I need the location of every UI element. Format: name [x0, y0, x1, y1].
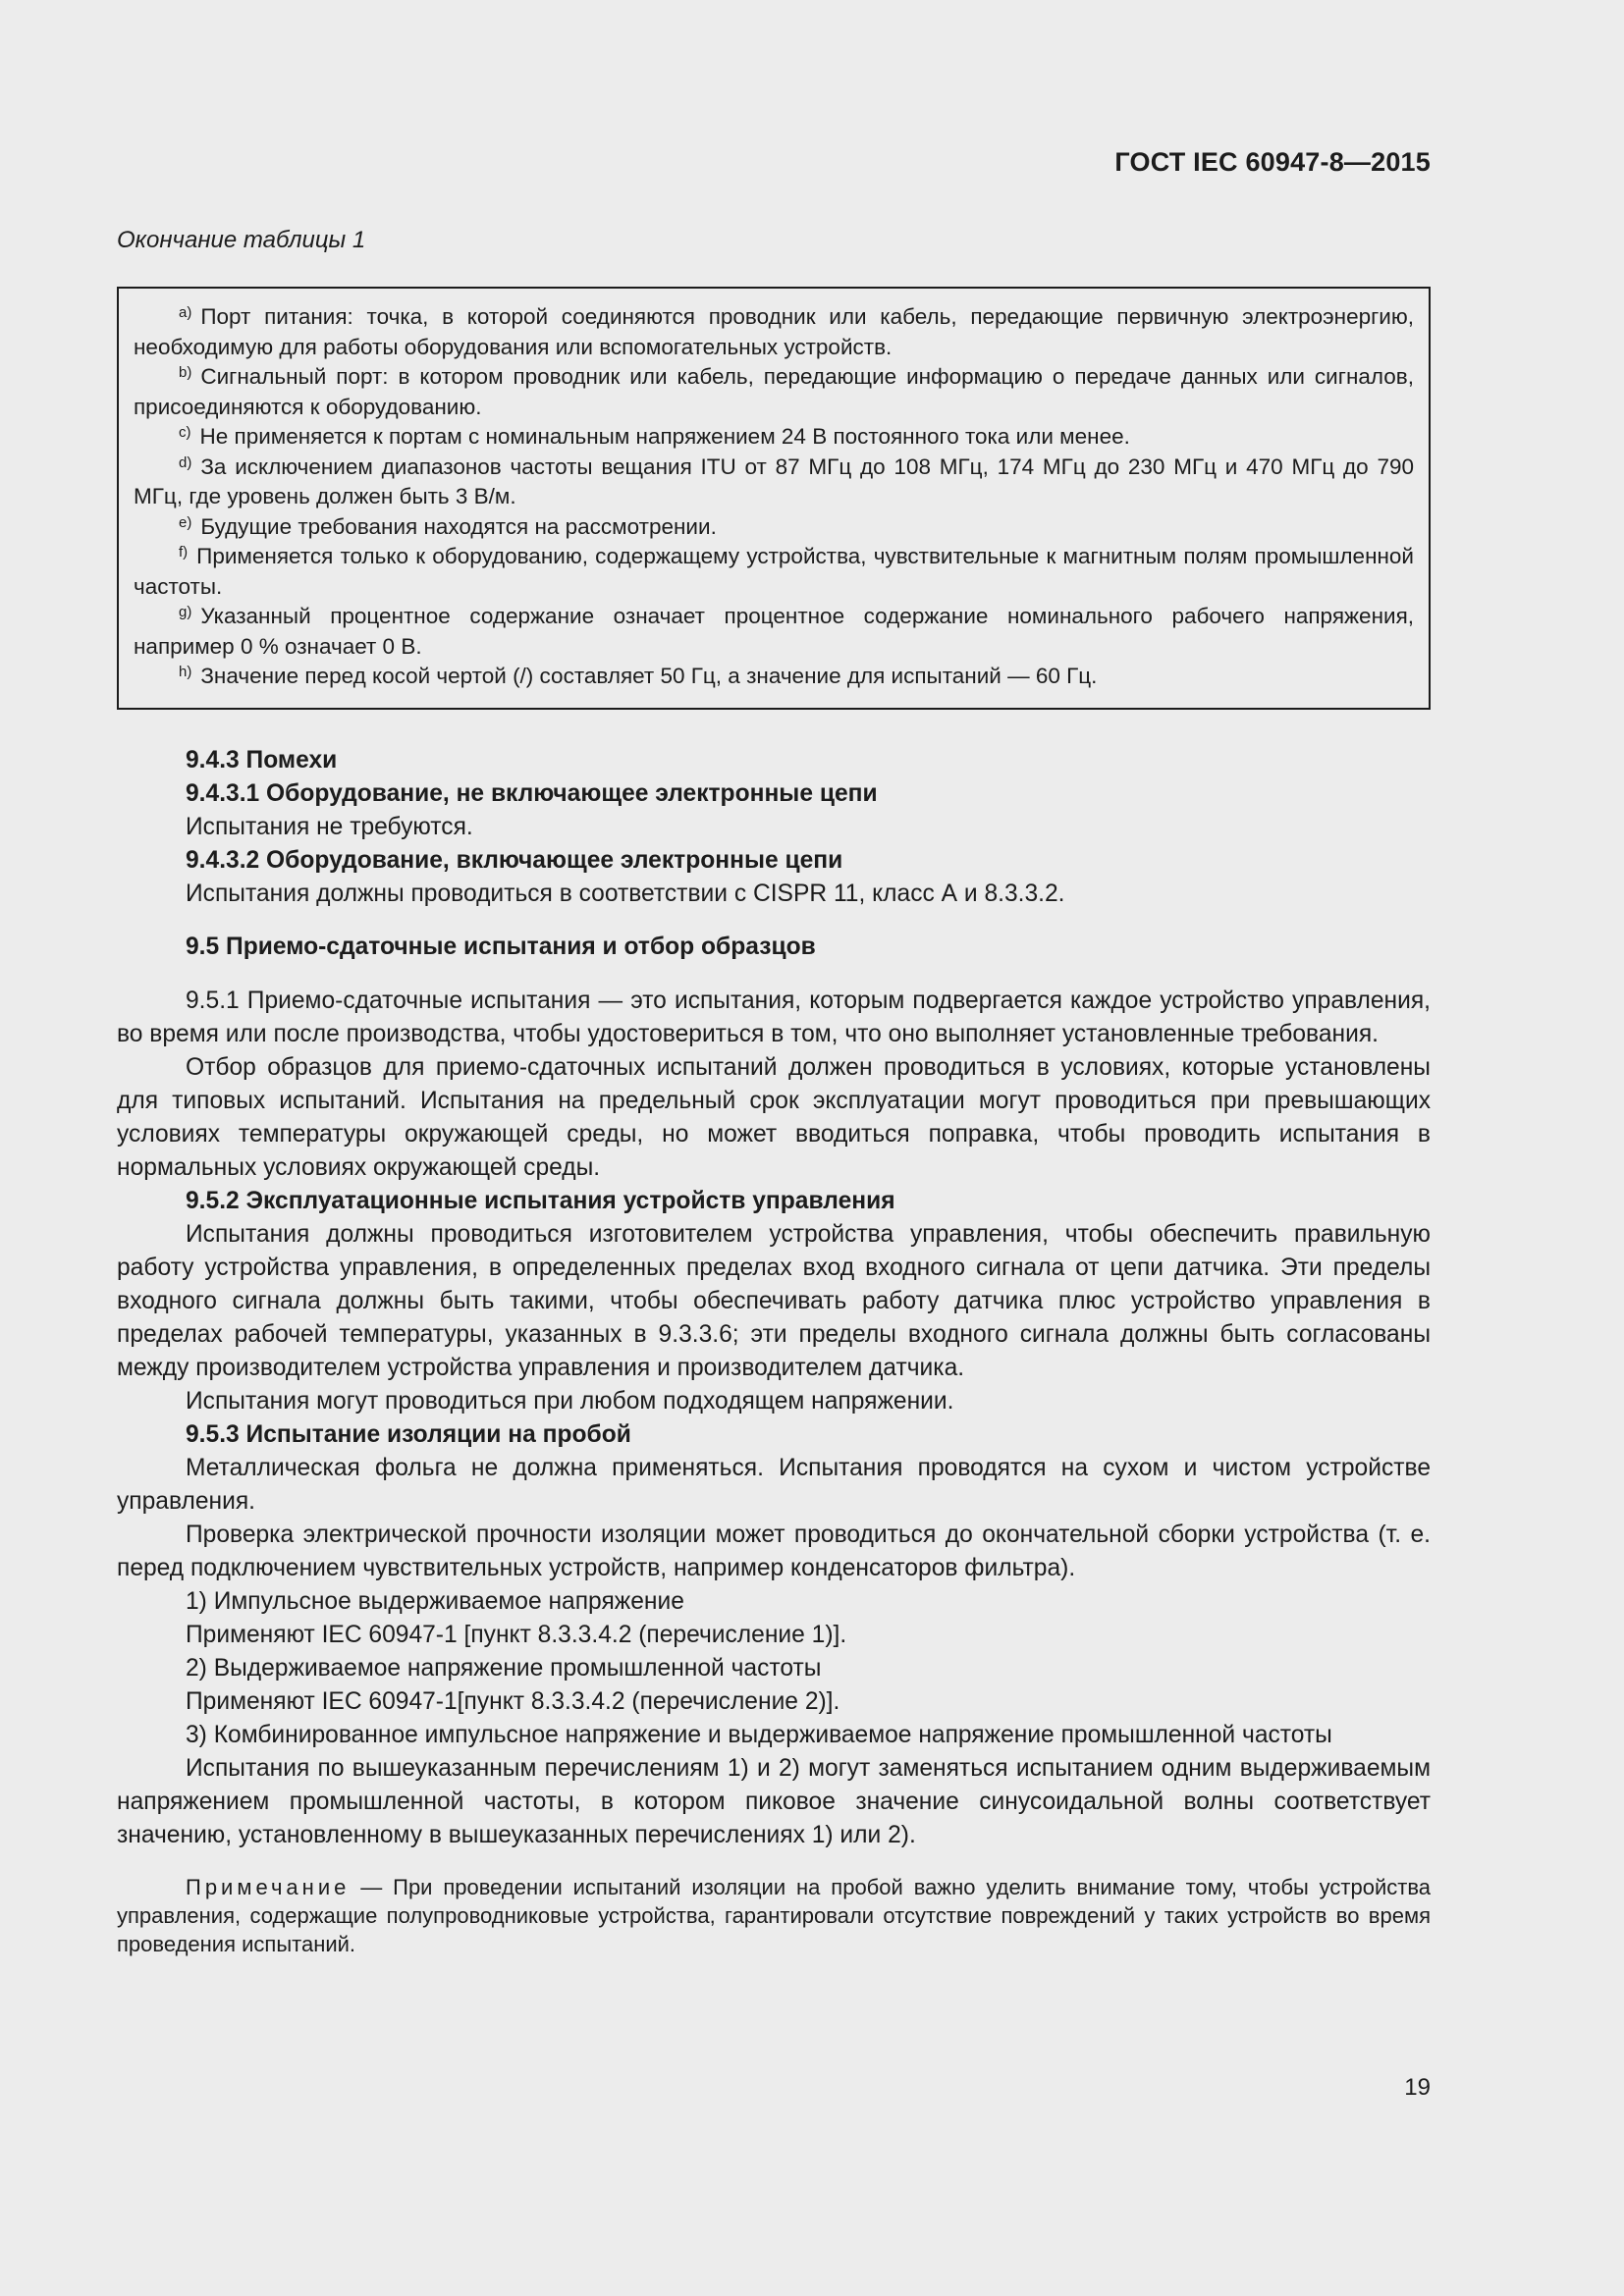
- list-item-3: 3) Комбинированное импульсное напряжение и выдерживаемое напряжение промышленной частоты: [186, 1722, 1332, 1748]
- note: [117, 1873, 1431, 1958]
- footnote-mark: b): [179, 364, 192, 381]
- page-number: 19: [1404, 2074, 1431, 2101]
- paragraph-9-4-3-2: Испытания должны проводиться в соответствии с CISPR 11, класс А и 8.3.3.2.: [186, 881, 1065, 907]
- footnote-text: Указанный процентное содержание означает процентное содержание номинального рабочего напряжения, например 0 % означает 0 В.: [134, 604, 1414, 659]
- paragraph-9-5-2: Испытания должны проводиться изготовителем устройства управления, чтобы обеспечить правильную работу устройства управления, в определенных пределах вход входного сигнала от цепи датчика. Эти пределы входного сигнала должны быть такими, чтобы обеспечивать работу датчика плюс устройство управления в пределах рабочей температуры, указанных в 9.3.3.6; эти пределы входного сигнала должны быть согласованы между производителем устройства управления и производителем датчика.: [117, 1221, 1431, 1381]
- footnote-mark: f): [179, 544, 189, 561]
- footnote-c: [134, 422, 1414, 453]
- paragraph-9-5-2-voltage: Испытания могут проводиться при любом подходящем напряжении.: [186, 1388, 954, 1415]
- footnote-text: Сигнальный порт: в котором проводник или кабель, передающие информацию о передаче данных или сигналов, присоединяются к оборудованию.: [134, 364, 1414, 419]
- footnote-mark: e): [179, 513, 192, 531]
- footnote-a: [134, 302, 1414, 362]
- heading-9-4-3-2: 9.4.3.2 Оборудование, включающее электронные цепи: [186, 847, 843, 874]
- note-text: — При проведении испытаний изоляции на пробой важно уделить внимание тому, чтобы устройства управления, содержащие полупроводниковые устройства, гарантировали отсутствие повреждений у таких устройств во время проведения испытаний.: [117, 1875, 1431, 1956]
- table-footnotes-box: [117, 287, 1431, 710]
- footnote-h: [134, 662, 1414, 692]
- heading-9-5-3: 9.5.3 Испытание изоляции на пробой: [186, 1421, 631, 1448]
- heading-9-4-3: 9.4.3 Помехи: [186, 747, 338, 774]
- heading-9-5: 9.5 Приемо-сдаточные испытания и отбор образцов: [186, 934, 816, 960]
- footnote-mark: a): [179, 304, 192, 321]
- list-item-1-reference: Применяют IEC 60947-1 [пункт 8.3.3.4.2 (перечисление 1)].: [186, 1622, 847, 1648]
- paragraph-9-5-3-strength: Проверка электрической прочности изоляции может проводиться до окончательной сборки устройства (т. е. перед подключением чувствительных устройств, например конденсаторов фильтра).: [117, 1522, 1431, 1581]
- list-item-1: 1) Импульсное выдерживаемое напряжение: [186, 1588, 684, 1615]
- footnote-text: Порт питания: точка, в которой соединяются проводник или кабель, передающие первичную электроэнергию, необходимую для работы оборудования или вспомогательных устройств.: [134, 304, 1414, 359]
- paragraph-replacement: Испытания по вышеуказанным перечислениям 1) и 2) могут заменяться испытанием одним выдерживаемым напряжением промышленной частоты, в котором пиковое значение синусоидальной волны соответствует значению, установленному в вышеуказанных перечислениях 1) или 2).: [117, 1755, 1431, 1848]
- paragraph-9-5-1-sampling: Отбор образцов для приемо-сдаточных испытаний должен проводиться в условиях, которые установлены для типовых испытаний. Испытания на предельный срок эксплуатации могут проводиться при превышающих условиях температуры окружающей среды, но может вводиться поправка, чтобы проводить испытания в нормальных условиях окружающей среды.: [117, 1054, 1431, 1181]
- footnote-mark: h): [179, 664, 192, 680]
- main-text: [117, 744, 1431, 1958]
- footnote-text: Применяется только к оборудованию, содержащему устройства, чувствительные к магнитным полям промышленной частоты.: [134, 544, 1414, 599]
- heading-9-5-2: 9.5.2 Эксплуатационные испытания устройств управления: [186, 1188, 895, 1214]
- list-item-2-reference: Применяют IEC 60947-1[пункт 8.3.3.4.2 (перечисление 2)].: [186, 1688, 840, 1715]
- footnote-f: [134, 542, 1414, 602]
- footnote-mark: d): [179, 454, 192, 471]
- footnote-e: [134, 512, 1414, 543]
- heading-9-4-3-1: 9.4.3.1 Оборудование, не включающее электронные цепи: [186, 780, 878, 807]
- table-continuation-caption: Окончание таблицы 1: [117, 227, 366, 253]
- paragraph-9-5-1: 9.5.1 Приемо-сдаточные испытания — это испытания, которым подвергается каждое устройство управления, во время или после производства, чтобы удостовериться в том, что оно выполняет установленные требования.: [117, 988, 1431, 1047]
- note-label: Примечание: [186, 1875, 351, 1899]
- footnote-text: Будущие требования находятся на рассмотрении.: [200, 513, 717, 539]
- list-item-2: 2) Выдерживаемое напряжение промышленной частоты: [186, 1655, 822, 1682]
- footnote-text: Не применяется к портам с номинальным напряжением 24 В постоянного тока или менее.: [199, 424, 1130, 449]
- paragraph-9-4-3-1: Испытания не требуются.: [186, 814, 473, 840]
- paragraph-9-5-3-foil: Металлическая фольга не должна применяться. Испытания проводятся на сухом и чистом устройстве управления.: [117, 1455, 1431, 1515]
- footnote-g: [134, 602, 1414, 662]
- footnote-text: За исключением диапазонов частоты вещания ITU от 87 МГц до 108 МГц, 174 МГц до 230 МГц и 470 МГц до 790 МГц, где уровень должен быть 3 В/м.: [134, 454, 1414, 508]
- footnote-d: [134, 453, 1414, 512]
- document-code: ГОСТ IEC 60947-8—2015: [1114, 147, 1431, 177]
- footnote-b: [134, 362, 1414, 422]
- footnote-mark: g): [179, 604, 192, 620]
- footnote-text: Значение перед косой чертой (/) составляет 50 Гц, а значение для испытаний — 60 Гц.: [200, 664, 1098, 688]
- footnote-mark: c): [179, 424, 191, 441]
